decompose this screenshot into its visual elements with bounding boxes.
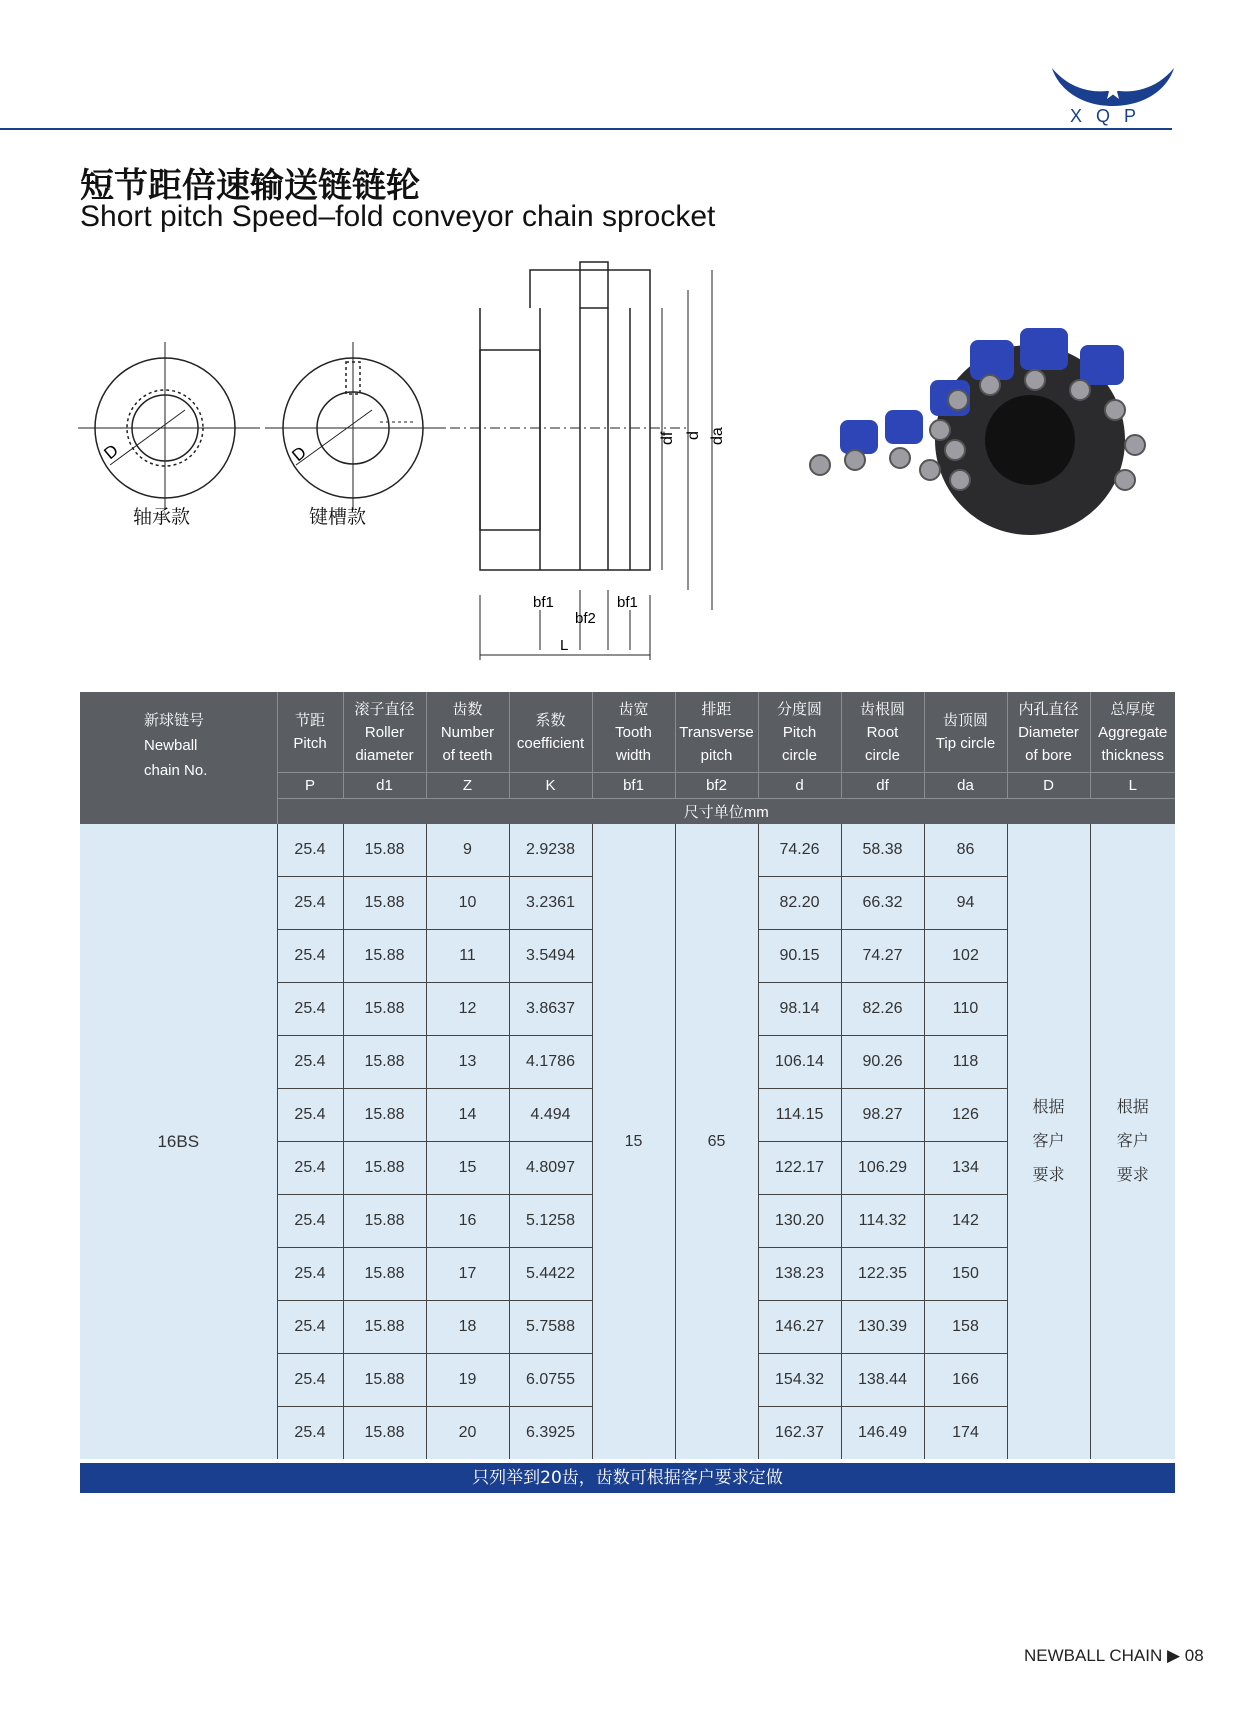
cell-pitch-circle: 146.27 [758,1301,841,1354]
chain-number-cell: 16BS [80,824,277,1459]
cell-coefficient: 3.2361 [509,877,592,930]
cell-root-circle: 58.38 [841,824,924,877]
bearing-type-drawing [78,342,260,510]
cell-pitch-circle: 106.14 [758,1036,841,1089]
keyway-type-drawing [265,342,445,510]
cell-pitch: 25.4 [277,824,343,877]
header-transverse-pitch: 排距 Transverse pitch [675,692,758,773]
caption-keyway-type: 键槽款 [309,506,367,528]
label-d: d [685,431,702,440]
cell-roller-diameter: 15.88 [343,824,426,877]
table-body [80,824,1175,1459]
cell-pitch: 25.4 [277,1195,343,1248]
cell-pitch-circle: 130.20 [758,1195,841,1248]
table-row [80,824,1175,877]
cell-root-circle: 114.32 [841,1195,924,1248]
cell-root-circle: 82.26 [841,983,924,1036]
label-bf1-left: bf1 [533,594,554,611]
cell-pitch: 25.4 [277,1301,343,1354]
symbol-Z: Z [426,773,509,799]
cell-tip-circle: 174 [924,1407,1007,1460]
cell-root-circle: 106.29 [841,1142,924,1195]
symbol-d1: d1 [343,773,426,799]
cell-roller-diameter: 15.88 [343,930,426,983]
page-title-cn: 短节距倍速输送链链轮 [80,166,420,206]
cell-coefficient: 2.9238 [509,824,592,877]
cell-teeth: 9 [426,824,509,877]
cell-pitch: 25.4 [277,1248,343,1301]
cell-tip-circle: 142 [924,1195,1007,1248]
cell-pitch: 25.4 [277,1407,343,1460]
header-aggregate-thickness: 总厚度 Aggregate thickness [1090,692,1175,773]
cell-bore-note [1007,824,1090,1459]
header-coefficient: 系数 coefficient [509,692,592,773]
bore-note-line: 根据 [1032,1098,1065,1116]
cell-teeth: 15 [426,1142,509,1195]
cell-pitch-circle: 98.14 [758,983,841,1036]
cell-roller-diameter: 15.88 [343,1407,426,1460]
label-df: df [659,431,676,445]
cell-tip-circle: 86 [924,824,1007,877]
cell-pitch: 25.4 [277,1089,343,1142]
cell-roller-diameter: 15.88 [343,1142,426,1195]
page-number: 08 [1184,1646,1204,1665]
header-chain-no [80,692,277,799]
cell-roller-diameter: 15.88 [343,1301,426,1354]
header-tip-circle: 齿顶圆 Tip circle [924,692,1007,773]
cell-tip-circle: 126 [924,1089,1007,1142]
cell-thickness-note [1090,824,1175,1459]
cell-coefficient: 5.7588 [509,1301,592,1354]
cell-coefficient: 6.0755 [509,1354,592,1407]
cell-coefficient: 6.3925 [509,1407,592,1460]
section-drawing [430,262,712,660]
cell-coefficient: 3.5494 [509,930,592,983]
label-bf2: bf2 [575,610,596,627]
symbol-da: da [924,773,1007,799]
cell-root-circle: 122.35 [841,1248,924,1301]
cell-pitch-circle: 162.37 [758,1407,841,1460]
cell-tip-circle: 158 [924,1301,1007,1354]
cell-pitch-circle: 90.15 [758,930,841,983]
header-chain-en2: chain No. [144,761,208,779]
cell-teeth: 11 [426,930,509,983]
symbol-L: L [1090,773,1175,799]
cell-teeth: 14 [426,1089,509,1142]
symbol-D: D [1007,773,1090,799]
cell-tip-circle: 94 [924,877,1007,930]
symbol-df: df [841,773,924,799]
cell-tip-circle: 102 [924,930,1007,983]
cell-pitch-circle: 114.15 [758,1089,841,1142]
symbol-d: d [758,773,841,799]
cell-pitch-circle: 154.32 [758,1354,841,1407]
cell-coefficient: 3.8637 [509,983,592,1036]
brand-logo-text: XQP [1070,106,1151,126]
cell-pitch: 25.4 [277,983,343,1036]
cell-roller-diameter: 15.88 [343,1248,426,1301]
header-roller-diameter: 滚子直径 Roller diameter [343,692,426,773]
symbol-bf1: bf1 [592,773,675,799]
cell-pitch: 25.4 [277,1036,343,1089]
cell-teeth: 13 [426,1036,509,1089]
label-L: L [560,637,569,654]
cell-tip-circle: 134 [924,1142,1007,1195]
product-photo [780,310,1180,540]
header-chain-en1: Newball [144,736,198,754]
play-triangle-icon: ▶ [1166,1646,1181,1665]
header-row [80,692,1175,773]
cell-tooth-width: 15 [592,824,675,1459]
cell-coefficient: 5.4422 [509,1248,592,1301]
cell-coefficient: 4.1786 [509,1036,592,1089]
cell-roller-diameter: 15.88 [343,877,426,930]
cell-pitch: 25.4 [277,1142,343,1195]
cell-pitch: 25.4 [277,1354,343,1407]
cell-roller-diameter: 15.88 [343,1195,426,1248]
header-bore-diameter: 内孔直径 Diameter of bore [1007,692,1090,773]
bore-note-line: 要求 [1032,1166,1065,1184]
cell-coefficient: 4.494 [509,1089,592,1142]
cell-tip-circle: 150 [924,1248,1007,1301]
bore-note-line: 客户 [1032,1132,1065,1150]
cell-tip-circle: 166 [924,1354,1007,1407]
cell-root-circle: 74.27 [841,930,924,983]
spec-table [80,692,1175,1459]
label-bf1-right: bf1 [617,594,638,611]
page-footer [1024,1646,1204,1666]
cell-teeth: 20 [426,1407,509,1460]
label-D-2: D [288,442,310,466]
header-pitch: 节距 Pitch [277,692,343,773]
cell-pitch: 25.4 [277,930,343,983]
label-D-1: D [100,440,122,464]
cell-root-circle: 90.26 [841,1036,924,1089]
header-rule [0,128,1172,130]
cell-tip-circle: 118 [924,1036,1007,1089]
header-number-of-teeth: 齿数 Number of teeth [426,692,509,773]
cell-pitch-circle: 74.26 [758,824,841,877]
cell-coefficient: 5.1258 [509,1195,592,1248]
thickness-note-line: 根据 [1116,1098,1149,1116]
cell-teeth: 16 [426,1195,509,1248]
caption-bearing-type: 轴承款 [133,506,191,528]
page-title-en: Short pitch Speed–fold conveyor chain sprocket [80,200,716,233]
cell-teeth: 19 [426,1354,509,1407]
header-tooth-width: 齿宽 Tooth width [592,692,675,773]
cell-roller-diameter: 15.88 [343,1036,426,1089]
label-da: da [709,427,726,445]
cell-coefficient: 4.8097 [509,1142,592,1195]
cell-teeth: 10 [426,877,509,930]
header-chain-cn: 新球链号 [144,711,205,729]
cell-root-circle: 98.27 [841,1089,924,1142]
cell-roller-diameter: 15.88 [343,983,426,1036]
cell-root-circle: 138.44 [841,1354,924,1407]
cell-pitch-circle: 82.20 [758,877,841,930]
symbol-P: P [277,773,343,799]
cell-pitch-circle: 138.23 [758,1248,841,1301]
symbol-K: K [509,773,592,799]
cell-pitch-circle: 122.17 [758,1142,841,1195]
thickness-note-line: 要求 [1116,1166,1149,1184]
header-pitch-circle: 分度圆 Pitch circle [758,692,841,773]
cell-roller-diameter: 15.88 [343,1354,426,1407]
unit-row [80,799,1175,825]
symbol-bf2: bf2 [675,773,758,799]
cell-root-circle: 66.32 [841,877,924,930]
cell-teeth: 12 [426,983,509,1036]
cell-teeth: 17 [426,1248,509,1301]
cell-root-circle: 146.49 [841,1407,924,1460]
cell-root-circle: 130.39 [841,1301,924,1354]
unit-note: 尺寸单位mm [277,799,1175,825]
cell-roller-diameter: 15.88 [343,1089,426,1142]
cell-teeth: 18 [426,1301,509,1354]
cell-pitch: 25.4 [277,877,343,930]
cell-tip-circle: 110 [924,983,1007,1036]
technical-drawing [70,250,740,660]
thickness-note-line: 客户 [1116,1132,1149,1150]
footer-brand: NEWBALL CHAIN [1024,1646,1163,1665]
header-root-circle: 齿根圆 Root circle [841,692,924,773]
table-footer-note: 只列举到20齿，齿数可根据客户要求定做 [80,1463,1175,1493]
cell-transverse-pitch: 65 [675,824,758,1459]
